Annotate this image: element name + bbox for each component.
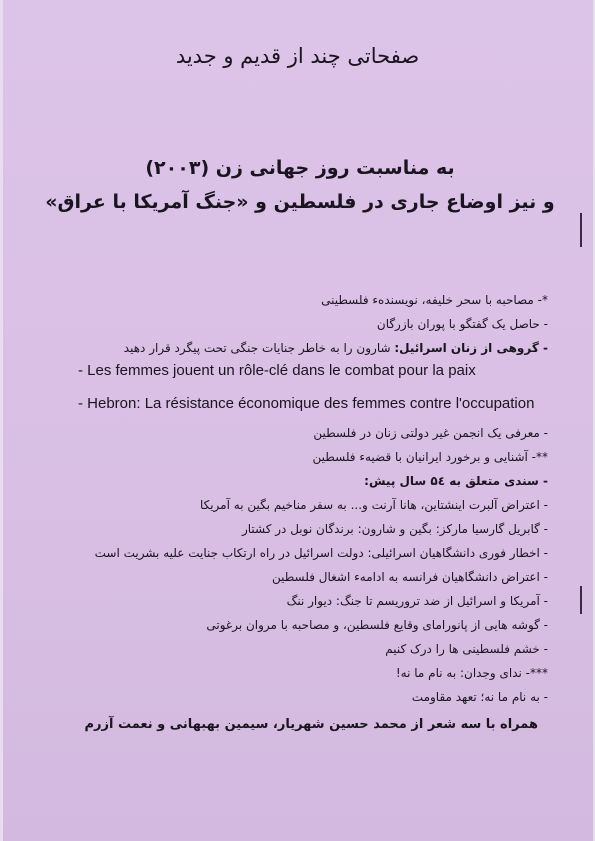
list-item: - اعتراض دانشگاهیان فرانسه به ادامه‌ء اشغال فلسطین [271, 570, 548, 584]
list-item: - گابریل گارسیا مارکز: بگین و شارون: برندگان نوبل در کشتار [241, 522, 548, 536]
binding-mark [580, 213, 582, 247]
list-item: - خشم فلسطینی ها را درک کنیم [385, 642, 548, 656]
list-item: - حاصل یک گفتگو با پوران بازرگان [376, 317, 548, 331]
page-edge-left [0, 0, 3, 841]
contents-list [78, 288, 548, 737]
list-item-french: - Hebron: La résistance économique des femmes contre l'occupation [78, 395, 535, 412]
list-item: - سندی متعلق به ۵٤ سال پیش: [364, 474, 548, 488]
list-item: - به نام ما نه؛ تعهد مقاومت [411, 690, 548, 704]
page-header: صفحاتی چند از قدیم و جدید [175, 44, 420, 68]
list-item: - آمریکا و اسرائیل از ضد تروریسم تا جنگ: دیوار ننگ [286, 594, 548, 608]
binding-mark [580, 586, 582, 614]
list-item: - معرفی یک انجمن غیر دولتی زنان در فلسطین [313, 426, 548, 440]
list-item-french: - Les femmes jouent un rôle-clé dans le combat pour la paix [78, 362, 476, 379]
page-title [40, 151, 560, 219]
list-item: ***- ندای وجدان: به نام ما نه! [395, 666, 548, 680]
list-item: - اعتراض آلبرت اینشتاین، هانا آرنت و... به سفر مناخیم بگین به آمریکا [199, 498, 548, 512]
footer-note: همراه با سه شعر از محمد حسین شهریار، سیمین بهبهانی و نعمت آزرم [84, 717, 538, 732]
list-item: **- آشنایی و برخورد ایرانیان با قضیه‌ء فلسطین [312, 450, 548, 464]
list-item: - گوشه هایی از پانورامای وقایع فلسطین، و مصاحبه با مروان برغوتی [206, 618, 548, 632]
list-item: - اخطار فوری دانشگاهیان اسرائیلی: دولت اسرائیل در راه ارتکاب جنایت علیه بشریت است [94, 546, 548, 560]
list-item [78, 336, 548, 360]
title-line-1: به مناسبت روز جهانی زن (۲۰۰۳) [145, 157, 455, 179]
list-item-label: - گروهی از زنان اسرائیل: [394, 341, 548, 355]
list-item: *- مصاحبه با سحر خلیفه، نویسنده‌ء فلسطینی [321, 293, 548, 307]
list-item-text: شارون را به خاطر جنایات جنگی تحت پیگرد قرار دهید [123, 341, 395, 355]
title-line-2: و نیز اوضاع جاری در فلسطین و «جنگ آمریکا با عراق» [45, 191, 555, 213]
